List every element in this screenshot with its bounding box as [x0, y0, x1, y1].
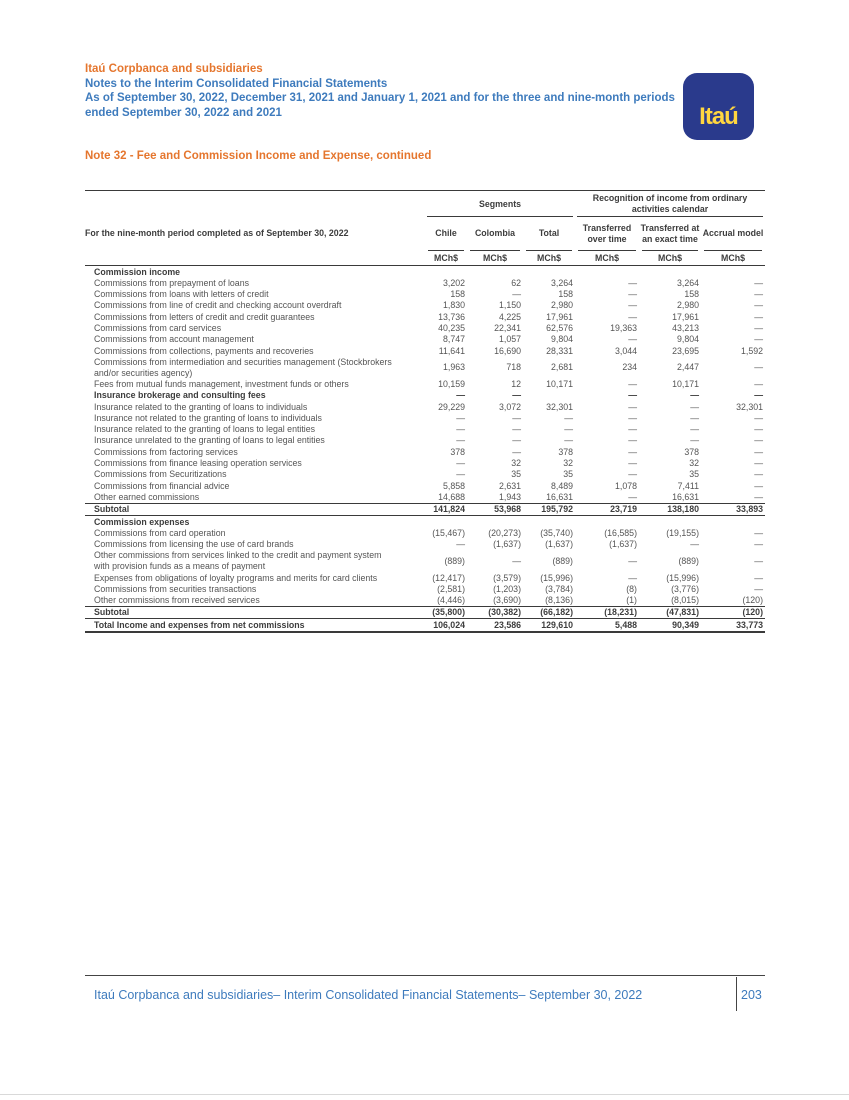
cell-value: — [754, 334, 764, 345]
cell-value: (30,382) [467, 606, 523, 618]
row-label: Other commissions from services linked to the credit and payment system with provision funds as a means of payment [94, 550, 382, 572]
table-row [85, 311, 765, 322]
cell-value: (15,996) [540, 572, 573, 583]
cell-value [467, 516, 523, 528]
row-label: Fees from mutual funds management, investment funds or others [94, 378, 349, 389]
cell-value: (15,467) [432, 527, 465, 538]
cell-value: — [754, 362, 764, 373]
cell-value: 2,980 [676, 300, 699, 311]
cell-value: — [754, 469, 764, 480]
cell-value: 32 [511, 458, 521, 469]
cell-value: — [754, 300, 764, 311]
cell-value: (66,182) [523, 606, 575, 618]
cell-value: 10,171 [672, 378, 699, 389]
itau-logo-wordmark: Itaú [699, 103, 738, 130]
row-label: Other commissions from received services [94, 595, 260, 606]
cell-value: 234 [622, 362, 637, 373]
cell-value: (35,740) [540, 527, 573, 538]
cell-value: — [564, 424, 573, 435]
cell-value: — [690, 424, 699, 435]
row-label: Commissions from Securitizations [94, 469, 227, 480]
cell-value: 12 [511, 378, 521, 389]
cell-value: 1,078 [614, 480, 637, 491]
column-header: Total [523, 217, 575, 251]
row-label: Commissions from intermediation and securities management (Stockbrokers and/or securities agency) [94, 356, 392, 378]
cell-value: — [456, 435, 465, 446]
cell-value: — [628, 458, 637, 469]
cell-value: 16,631 [546, 491, 573, 502]
cell-value: — [754, 435, 764, 446]
table-row [85, 424, 765, 435]
group-header-row [85, 191, 765, 217]
cell-value: — [628, 572, 637, 583]
row-label: Insurance not related to the granting of loans to individuals [94, 412, 322, 423]
cell-value: 158 [558, 289, 573, 300]
cell-value: 9,804 [550, 334, 573, 345]
period-line: As of September 30, 2022, December 31, 2021 and January 1, 2021 and for the three and nine-month periods ended September 30, 2022 and 2021 [85, 92, 675, 119]
cell-value: — [754, 539, 764, 550]
cell-value: 32,301 [736, 401, 764, 412]
unit-label: MCh$ [701, 251, 765, 266]
cell-value: — [690, 539, 699, 550]
cell-value: — [512, 424, 521, 435]
cell-value: (16,585) [604, 527, 637, 538]
fee-commission-table-container [85, 190, 765, 633]
unit-label: MCh$ [523, 251, 575, 266]
cell-value: 35 [511, 469, 521, 480]
cell-value: — [512, 555, 521, 566]
row-label: Insurance related to the granting of loans to individuals [94, 401, 308, 412]
cell-value: — [628, 311, 637, 322]
table-row [85, 334, 765, 345]
table-row [85, 446, 765, 457]
cell-value: (35,800) [425, 606, 467, 618]
cell-value: 17,961 [672, 311, 699, 322]
cell-value: (1,203) [493, 583, 521, 594]
table-row [85, 527, 765, 538]
cell-value [575, 266, 639, 278]
cell-value: — [512, 435, 521, 446]
cell-value: (8) [626, 583, 637, 594]
cell-value: — [754, 491, 764, 502]
cell-value: 2,447 [676, 362, 699, 373]
cell-value [425, 266, 467, 278]
cell-value: 22,341 [494, 322, 521, 333]
cell-value: 718 [506, 362, 521, 373]
cell-value: 40,235 [438, 322, 465, 333]
cell-value: — [690, 412, 699, 423]
cell-value: — [628, 424, 637, 435]
table-row [85, 606, 765, 618]
cell-value: (3,690) [493, 595, 521, 606]
fee-commission-table [85, 190, 765, 633]
cell-value: 32 [689, 458, 699, 469]
cell-value: — [512, 412, 521, 423]
cell-value: — [628, 277, 637, 288]
document-header [85, 62, 677, 120]
cell-value: (1,637) [609, 539, 637, 550]
row-label: Commissions from account management [94, 334, 254, 345]
cell-value: 13,736 [438, 311, 465, 322]
table-row [85, 572, 765, 583]
cell-value: (2,581) [437, 583, 465, 594]
cell-value: 1,963 [442, 362, 465, 373]
cell-value: — [456, 539, 465, 550]
table-row [85, 266, 765, 278]
row-label: Commissions from collections, payments and recoveries [94, 345, 314, 356]
cell-value: 23,586 [467, 619, 523, 632]
cell-value: — [690, 435, 699, 446]
cell-value: (4,446) [437, 595, 465, 606]
cell-value: — [754, 446, 764, 457]
unit-label: MCh$ [425, 251, 467, 266]
row-label: Insurance brokerage and consulting fees [94, 390, 266, 401]
column-header: Accrual model [701, 217, 765, 251]
cell-value: 5,858 [442, 480, 465, 491]
table-row [85, 277, 765, 288]
unit-row [85, 251, 765, 266]
cell-value: 3,044 [614, 345, 637, 356]
row-label: Commissions from financial advice [94, 480, 230, 491]
row-label: Other earned commissions [94, 491, 200, 502]
segments-group-header: Segments [425, 191, 575, 217]
cell-value [639, 266, 701, 278]
cell-value: — [456, 458, 465, 469]
cell-value: 1,943 [498, 491, 521, 502]
cell-value: 7,411 [677, 480, 699, 491]
cell-value: 16,690 [494, 345, 521, 356]
table-row [85, 480, 765, 491]
cell-value [701, 516, 765, 528]
cell-value: 10,159 [438, 378, 465, 389]
column-header-row [85, 217, 765, 251]
table-row-header: For the nine-month period completed as of September 30, 2022 [85, 228, 349, 239]
table-row [85, 550, 765, 572]
table-row [85, 595, 765, 607]
cell-value: (20,273) [488, 527, 521, 538]
row-label: Insurance related to the granting of loans to legal entities [94, 424, 316, 435]
cell-value: (3,776) [671, 583, 699, 594]
cell-value: 10,171 [546, 378, 573, 389]
cell-value: 62,576 [546, 322, 573, 333]
column-header: Transferred at an exact time [639, 217, 701, 251]
cell-value: — [628, 401, 637, 412]
row-label: Commissions from factoring services [94, 446, 238, 457]
cell-value: 11,641 [438, 345, 465, 356]
table-row [85, 300, 765, 311]
row-label: Commission expenses [94, 516, 190, 527]
cell-value: 2,631 [498, 480, 521, 491]
cell-value: 3,072 [498, 401, 521, 412]
cell-value: 3,202 [442, 277, 465, 288]
row-label: Subtotal [85, 503, 425, 515]
table-row [85, 435, 765, 446]
table-row [85, 356, 765, 378]
table-row [85, 458, 765, 469]
cell-value: 90,349 [639, 619, 701, 632]
cell-value: (889) [552, 555, 573, 566]
note-title: Note 32 - Fee and Commission Income and Expense, continued [85, 150, 432, 162]
cell-value: 33,773 [701, 619, 765, 632]
cell-value: (889) [678, 555, 699, 566]
cell-value [639, 516, 701, 528]
cell-value: 53,968 [467, 503, 523, 515]
cell-value: — [754, 390, 764, 401]
table-row [85, 469, 765, 480]
cell-value: — [628, 446, 637, 457]
cell-value: — [754, 289, 764, 300]
cell-value: — [754, 412, 764, 423]
cell-value: 14,688 [438, 491, 465, 502]
cell-value: — [628, 300, 637, 311]
column-header: Transferred over time [575, 217, 639, 251]
table-row [85, 583, 765, 594]
unit-label: MCh$ [575, 251, 639, 266]
row-label: Commissions from finance leasing operation services [94, 458, 302, 469]
cell-value: — [628, 334, 637, 345]
cell-value: 3,264 [676, 277, 699, 288]
cell-value: (8,015) [671, 595, 699, 606]
cell-value: (120) [742, 595, 764, 606]
row-label: Total Income and expenses from net commissions [85, 619, 425, 632]
cell-value: — [690, 390, 699, 401]
cell-value: 141,824 [425, 503, 467, 515]
cell-value: — [628, 289, 637, 300]
cell-value: 16,631 [672, 491, 699, 502]
cell-value: — [628, 390, 637, 401]
cell-value: — [512, 289, 521, 300]
cell-value: 1,830 [442, 300, 465, 311]
cell-value: (1) [626, 595, 637, 606]
cell-value: 4,225 [498, 311, 521, 322]
cell-value: 35 [689, 469, 699, 480]
row-label: Expenses from obligations of loyalty programs and merits for card clients [94, 572, 378, 583]
cell-value: 62 [511, 277, 521, 288]
row-label: Commissions from card operation [94, 527, 226, 538]
cell-value: (15,996) [666, 572, 699, 583]
page-bottom-edge [0, 1094, 849, 1095]
cell-value: 158 [450, 289, 465, 300]
recognition-group-header: Recognition of income from ordinary activities calendar [575, 191, 765, 217]
cell-value [523, 266, 575, 278]
company-name: Itaú Corpbanca and subsidiaries [85, 63, 263, 75]
cell-value: 32 [563, 458, 573, 469]
column-header: Colombia [467, 217, 523, 251]
cell-value: — [512, 446, 521, 457]
cell-value: — [456, 469, 465, 480]
table-row [85, 289, 765, 300]
cell-value: — [754, 555, 764, 566]
cell-value: — [512, 390, 521, 401]
cell-value: 43,213 [672, 322, 699, 333]
cell-value: — [628, 491, 637, 502]
cell-value: — [754, 277, 764, 288]
row-label: Commissions from letters of credit and credit guarantees [94, 311, 315, 322]
cell-value: (120) [701, 606, 765, 618]
cell-value [425, 516, 467, 528]
cell-value: 32,301 [546, 401, 573, 412]
cell-value: — [690, 401, 699, 412]
cell-value: — [456, 390, 465, 401]
cell-value: 35 [563, 469, 573, 480]
row-label: Insurance unrelated to the granting of loans to legal entities [94, 435, 325, 446]
cell-value: 129,610 [523, 619, 575, 632]
cell-value: (889) [444, 555, 465, 566]
cell-value: (1,637) [545, 539, 573, 550]
cell-value: (8,136) [545, 595, 573, 606]
cell-value: (3,579) [493, 572, 521, 583]
cell-value: — [754, 458, 764, 469]
cell-value: 378 [684, 446, 699, 457]
table-row [85, 412, 765, 423]
table-row [85, 390, 765, 401]
cell-value: 106,024 [425, 619, 467, 632]
table-row [85, 503, 765, 515]
cell-value: — [754, 378, 764, 389]
table-row [85, 619, 765, 632]
cell-value: 8,489 [550, 480, 573, 491]
cell-value: (18,231) [575, 606, 639, 618]
row-label: Commissions from securities transactions [94, 583, 257, 594]
cell-value: — [456, 412, 465, 423]
cell-value: — [628, 378, 637, 389]
cell-value [523, 516, 575, 528]
table-row [85, 345, 765, 356]
table-row [85, 322, 765, 333]
cell-value: — [628, 469, 637, 480]
cell-value: 2,980 [550, 300, 573, 311]
cell-value: — [754, 572, 764, 583]
cell-value: 1,150 [498, 300, 521, 311]
cell-value: 378 [558, 446, 573, 457]
cell-value: 138,180 [639, 503, 701, 515]
row-label: Subtotal [85, 606, 425, 618]
cell-value: — [564, 435, 573, 446]
itau-logo [683, 73, 754, 140]
cell-value: 1,592 [741, 345, 764, 356]
cell-value: 1,057 [498, 334, 521, 345]
cell-value: (47,831) [639, 606, 701, 618]
document-title: Notes to the Interim Consolidated Financial Statements [85, 77, 388, 90]
row-label: Commissions from card services [94, 322, 222, 333]
cell-value: (19,155) [666, 527, 699, 538]
cell-value: — [456, 424, 465, 435]
page-number: 203 [741, 988, 762, 1002]
cell-value: — [754, 583, 764, 594]
cell-value [467, 266, 523, 278]
footer-divider [85, 975, 765, 976]
cell-value: (3,784) [545, 583, 573, 594]
cell-value: — [754, 322, 764, 333]
table-row [85, 378, 765, 389]
cell-value [575, 516, 639, 528]
row-label: Commissions from licensing the use of card brands [94, 539, 294, 550]
column-header: Chile [425, 217, 467, 251]
cell-value: — [628, 435, 637, 446]
cell-value: — [754, 480, 764, 491]
table-row [85, 401, 765, 412]
cell-value: 23,719 [575, 503, 639, 515]
cell-value: — [754, 527, 764, 538]
unit-row-spacer [85, 251, 425, 266]
cell-value: 378 [450, 446, 465, 457]
cell-value: 33,893 [701, 503, 765, 515]
cell-value: 17,961 [546, 311, 573, 322]
cell-value: 195,792 [523, 503, 575, 515]
cell-value: 19,363 [610, 322, 637, 333]
cell-value: 8,747 [442, 334, 465, 345]
table-row [85, 516, 765, 528]
row-label: Commission income [94, 266, 181, 277]
page-number-divider [736, 977, 737, 1011]
cell-value: 2,681 [550, 362, 573, 373]
table-row [85, 539, 765, 550]
cell-value: 28,331 [546, 345, 573, 356]
cell-value: 29,229 [438, 401, 465, 412]
cell-value: — [564, 412, 573, 423]
footer-text: Itaú Corpbanca and subsidiaries– Interim Consolidated Financial Statements– September 30, 2022 [94, 988, 643, 1002]
unit-label: MCh$ [639, 251, 701, 266]
unit-label: MCh$ [467, 251, 523, 266]
cell-value: — [628, 555, 637, 566]
cell-value: 9,804 [676, 334, 699, 345]
row-label: Commissions from loans with letters of credit [94, 289, 269, 300]
cell-value: 158 [684, 289, 699, 300]
cell-value: — [628, 412, 637, 423]
group-header-spacer [85, 191, 425, 217]
cell-value: (1,637) [493, 539, 521, 550]
cell-value [701, 266, 765, 278]
row-label: Commissions from prepayment of loans [94, 277, 249, 288]
cell-value [523, 390, 575, 401]
table-row [85, 491, 765, 503]
cell-value: (12,417) [432, 572, 465, 583]
cell-value: — [754, 424, 764, 435]
cell-value: 23,695 [672, 345, 699, 356]
cell-value: 3,264 [550, 277, 573, 288]
row-label: Commissions from line of credit and checking account overdraft [94, 300, 342, 311]
cell-value: 5,488 [575, 619, 639, 632]
cell-value: — [754, 311, 764, 322]
